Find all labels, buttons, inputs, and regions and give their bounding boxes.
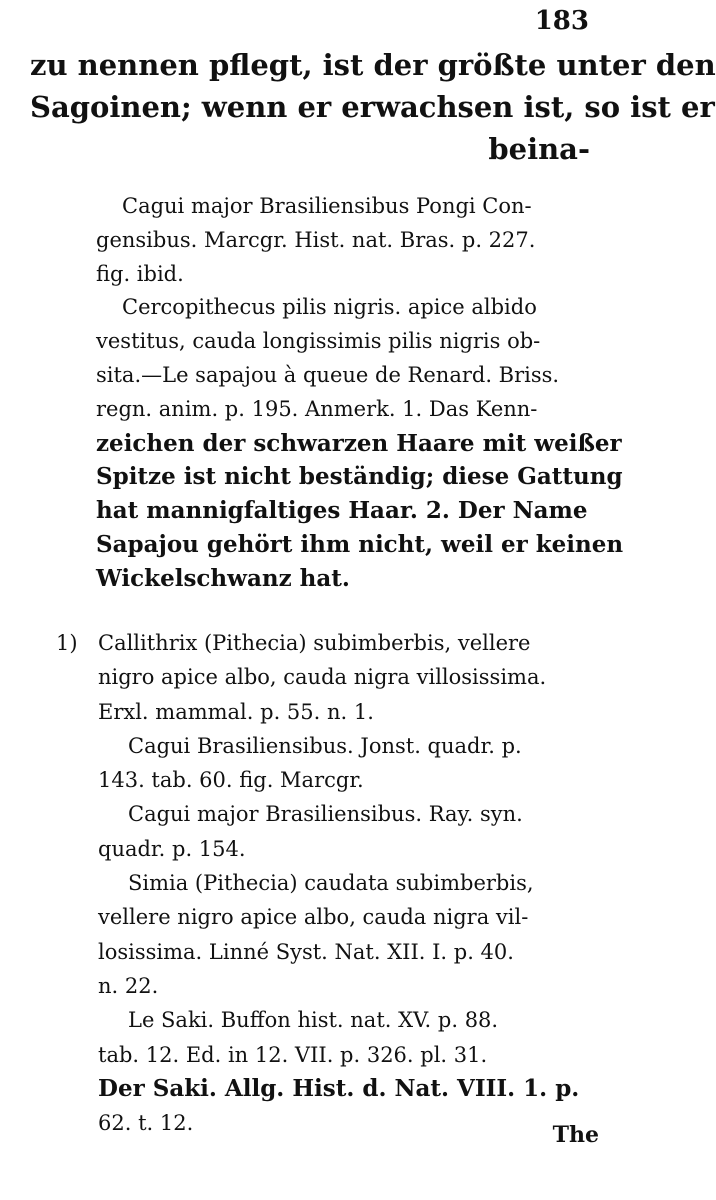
main-text [30,44,716,170]
footnote-line: n. 22. [98,973,159,998]
footnote-line: 143. tab. 60. fig. Marcgr. [98,768,364,793]
note-line: zeichen der schwarzen Haare mit weißer [96,429,622,457]
note-line: Cercopithecus pilis nigris. apice albido [122,295,537,320]
note-line: gensibus. Marcgr. Hist. nat. Bras. p. 227. [96,227,536,252]
text-line: zu nennen pflegt, ist der größte unter den [30,48,716,82]
note-line: sita.—Le sapajou à queue de Renard. Briss. [96,362,560,387]
text-line: Sagoinen; wenn er erwachsen ist, so ist er [30,90,715,124]
footnote-line: tab. 12. Ed. in 12. VII. p. 326. pl. 31. [98,1042,488,1067]
note-line: Sapajou gehört ihm nicht, weil er keinen [96,530,624,558]
note-line: Cagui major Brasiliensibus Pongi Con- [122,194,532,218]
footnote-line: 62. t. 12. [98,1111,194,1136]
footnote-line: Cagui major Brasiliensibus. Ray. syn. [128,802,523,827]
footnote-line: vellere nigro apice albo, cauda nigra vil- [98,905,529,930]
footnote-line: Erxl. mammal. p. 55. n. 1. [98,699,374,724]
footnote [56,626,590,1140]
note-line: fig. ibid. [96,261,184,286]
footnote-line [56,626,590,660]
catchword: The [552,1122,599,1148]
page-number: 183 [534,6,589,36]
footnote-line: losissima. Linné Syst. Nat. XII. I. p. 40. [98,939,514,964]
text-line: beina- [488,132,590,166]
note-line: Spitze ist nicht beständig; diese Gattung [96,463,623,491]
note-line: hat mannigfaltiges Haar. 2. Der Name [96,497,588,525]
footnote-line: nigro apice albo, cauda nigra villosissima. [98,665,547,690]
footnote-line: Le Saki. Buffon hist. nat. XV. p. 88. [128,1008,499,1033]
footnote-line: Simia (Pithecia) caudata subimberbis, [128,871,534,896]
footnote-line: Cagui Brasiliensibus. Jonst. quadr. p. [128,733,522,758]
footnote-line: Der Saki. Allg. Hist. d. Nat. VIII. 1. p. [98,1074,580,1102]
footnote-line: quadr. p. 154. [98,836,246,861]
note-line: vestitus, cauda longissimis pilis nigris ob- [96,329,541,354]
note-line: regn. anim. p. 195. Anmerk. 1. Das Kenn- [96,396,538,421]
footnote-marker: 1) [56,631,78,655]
footnote-line-text: Callithrix (Pithecia) subimberbis, vellere [98,631,531,655]
synonymy-notes [96,190,624,596]
note-line: Wickelschwanz hat. [96,564,350,592]
